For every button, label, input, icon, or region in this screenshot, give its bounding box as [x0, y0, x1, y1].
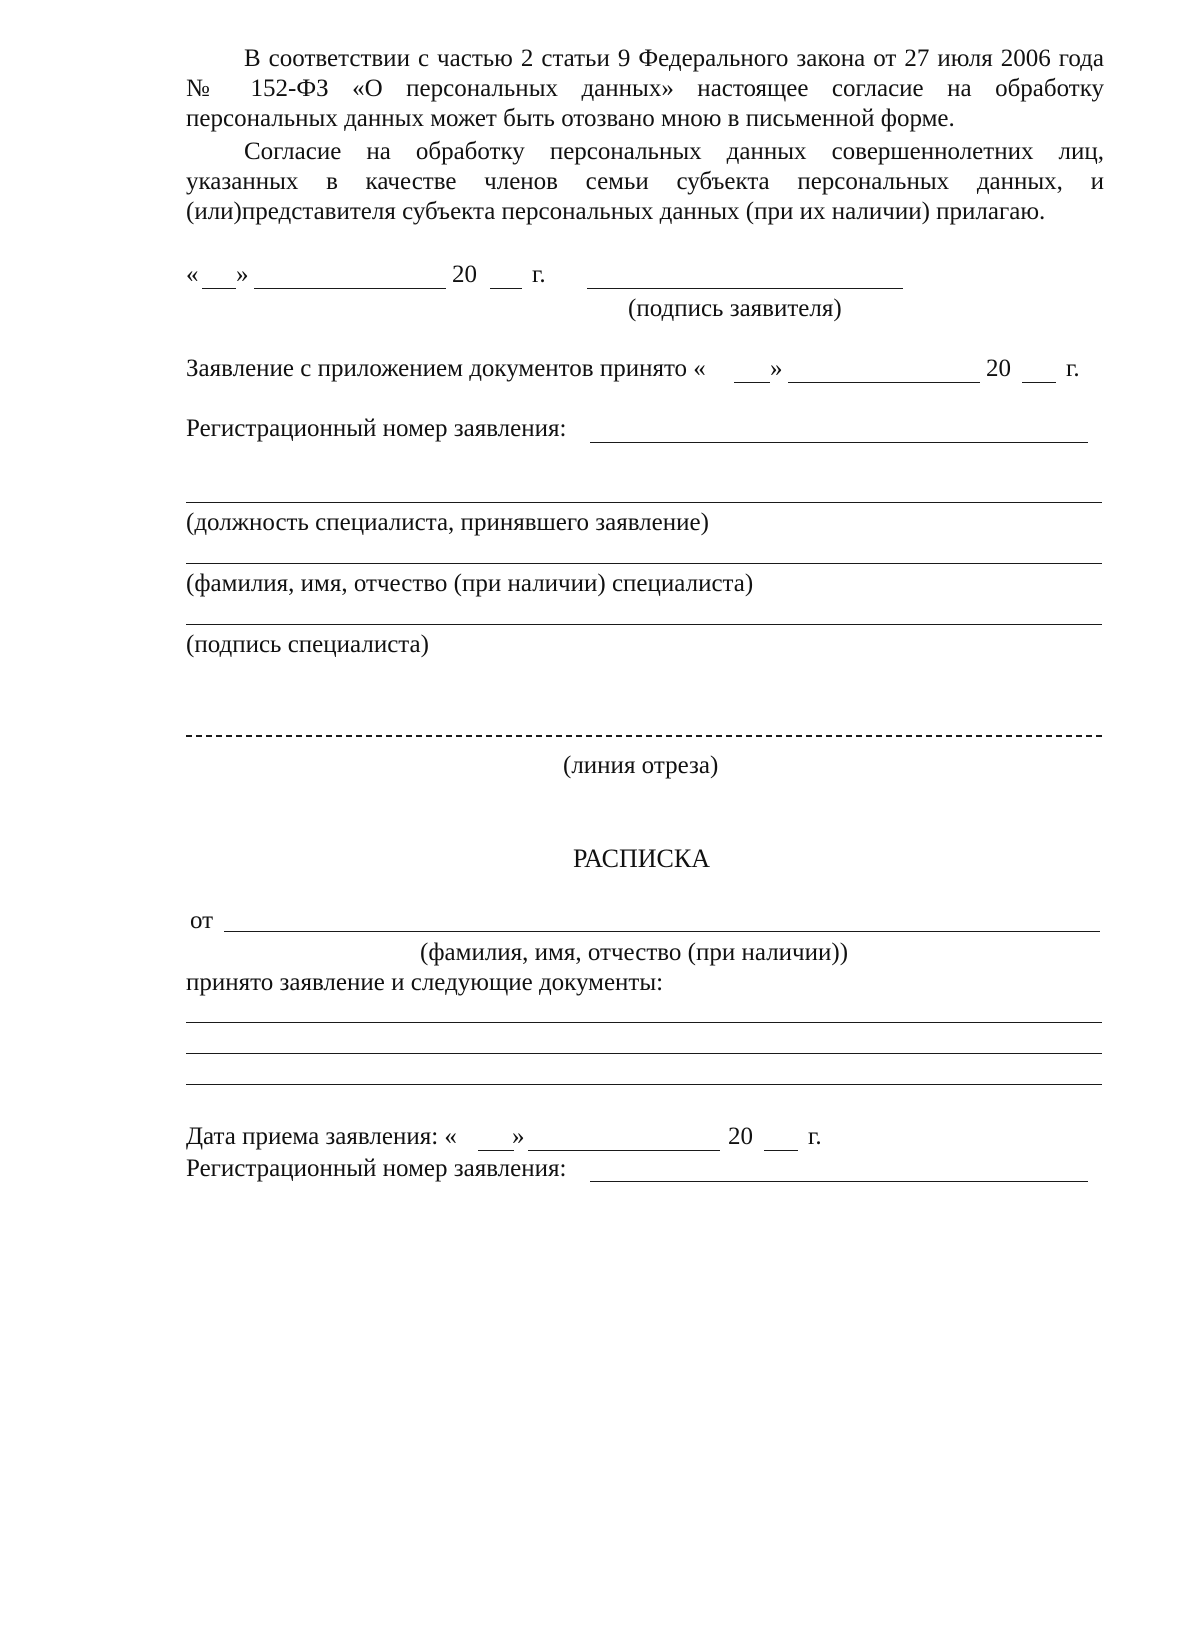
- consent-withdrawal-paragraph: [186, 44, 1104, 134]
- documents-blank-line[interactable]: [186, 1022, 1102, 1023]
- month-blank[interactable]: [788, 382, 980, 383]
- paragraph-line: В соответствии с частью 2 статьи 9 Федерального закона от 27 июля 2006 года: [244, 45, 1104, 72]
- year-prefix: 20: [452, 261, 477, 288]
- from-label: от: [190, 907, 214, 934]
- year-blank[interactable]: [1022, 382, 1056, 383]
- documents-blank-line[interactable]: [186, 1053, 1102, 1054]
- quote-close: »: [770, 355, 783, 382]
- day-blank[interactable]: [478, 1150, 514, 1151]
- applicant-signature-caption: (подпись заявителя): [628, 295, 842, 322]
- quote-open: «: [186, 261, 199, 288]
- paragraph-line: № 152-ФЗ «О персональных данных» настоящее согласие на обработку: [186, 75, 1104, 102]
- year-suffix: г.: [532, 261, 546, 288]
- paragraph-line: Согласие на обработку персональных данных совершеннолетних лиц,: [244, 138, 1104, 165]
- month-blank[interactable]: [254, 288, 446, 289]
- specialist-signature-caption: (подпись специалиста): [186, 631, 429, 658]
- from-name-blank[interactable]: [224, 931, 1100, 932]
- receipt-title: РАСПИСКА: [573, 844, 710, 873]
- documents-blank-line[interactable]: [186, 1084, 1102, 1085]
- day-blank[interactable]: [734, 382, 770, 383]
- paragraph-line: указанных в качестве членов семьи субъекта персональных данных, и: [186, 168, 1104, 195]
- family-consent-paragraph: [186, 137, 1104, 227]
- paragraph-line: (или)представителя субъекта персональных данных (при их наличии) прилагаю.: [186, 198, 1046, 225]
- documents-accepted-text: принято заявление и следующие документы:: [186, 969, 664, 996]
- year-prefix: 20: [728, 1123, 753, 1150]
- specialist-signature-blank[interactable]: [186, 624, 1102, 625]
- specialist-name-blank[interactable]: [186, 563, 1102, 564]
- cut-line-caption: (линия отреза): [563, 752, 719, 779]
- quote-close: »: [236, 261, 249, 288]
- day-blank[interactable]: [202, 288, 236, 289]
- month-blank[interactable]: [528, 1150, 720, 1151]
- quote-close: »: [512, 1123, 525, 1150]
- specialist-position-blank[interactable]: [186, 502, 1102, 503]
- receipt-registration-label: Регистрационный номер заявления:: [186, 1155, 567, 1182]
- year-blank[interactable]: [490, 288, 522, 289]
- receipt-date-label: Дата приема заявления: «: [186, 1123, 457, 1150]
- registration-number-blank[interactable]: [590, 442, 1088, 443]
- applicant-signature-blank[interactable]: [587, 288, 903, 289]
- cut-line: [186, 735, 1102, 737]
- registration-number-label: Регистрационный номер заявления:: [186, 415, 567, 442]
- receipt-registration-blank[interactable]: [590, 1181, 1088, 1182]
- year-blank[interactable]: [764, 1150, 798, 1151]
- specialist-position-caption: (должность специалиста, принявшего заявление): [186, 509, 709, 536]
- paragraph-line: персональных данных может быть отозвано мною в письменной форме.: [186, 105, 955, 132]
- accepted-text: Заявление с приложением документов принято «: [186, 355, 706, 382]
- year-prefix: 20: [986, 355, 1011, 382]
- year-suffix: г.: [808, 1123, 822, 1150]
- year-suffix: г.: [1066, 355, 1080, 382]
- specialist-name-caption: (фамилия, имя, отчество (при наличии) специалиста): [186, 570, 754, 597]
- from-caption: (фамилия, имя, отчество (при наличии)): [420, 939, 849, 966]
